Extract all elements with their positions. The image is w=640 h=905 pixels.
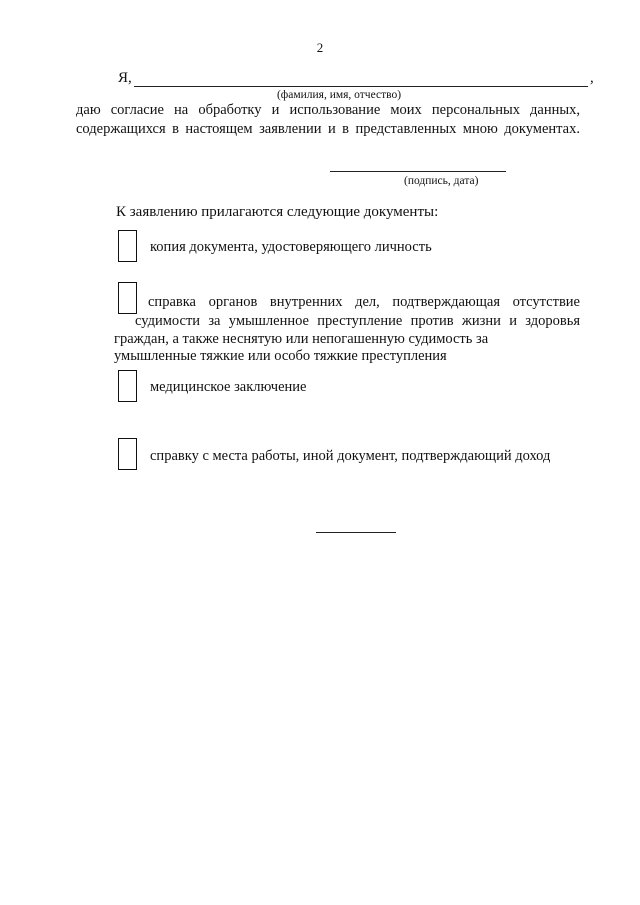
item-police-certificate-line-3: граждан, а также неснятую или непогашенную судимость за (114, 331, 489, 347)
name-comma: , (590, 70, 594, 86)
consent-text-line-1: даю согласие на обработку и использование моих персональных данных, (76, 102, 580, 118)
item-income-certificate-label: справку с места работы, иной документ, подтверждающий доход (150, 448, 551, 464)
signature-caption: (подпись, дата) (404, 175, 479, 187)
attachments-heading: К заявлению прилагаются следующие документы: (116, 204, 439, 220)
item-medical-report-label: медицинское заключение (150, 379, 307, 395)
item-police-certificate-line-4: умышленные тяжкие или особо тяжкие преступления (114, 348, 447, 364)
full-name-caption: (фамилия, имя, отчество) (276, 89, 402, 101)
page-number: 2 (316, 40, 324, 55)
document-end-rule (316, 532, 396, 533)
checkbox-police-certificate[interactable] (118, 282, 137, 314)
item-identity-document-label: копия документа, удостоверяющего личность (150, 239, 432, 255)
signature-field-line[interactable] (330, 171, 506, 172)
item-police-certificate-line-2: судимости за умышленное преступление против жизни и здоровья (135, 313, 580, 329)
consent-text (76, 101, 580, 139)
full-name-field-line[interactable] (134, 86, 588, 87)
checkbox-medical-report[interactable] (118, 370, 137, 402)
applicant-prefix: Я, (118, 70, 132, 86)
checkbox-income-certificate[interactable] (118, 438, 137, 470)
item-police-certificate-line-1: справка органов внутренних дел, подтверждающая отсутствие (148, 294, 580, 310)
consent-text-line-2: содержащихся в настоящем заявлении и в представленных мною документах. (76, 121, 580, 137)
checkbox-identity-document[interactable] (118, 230, 137, 262)
